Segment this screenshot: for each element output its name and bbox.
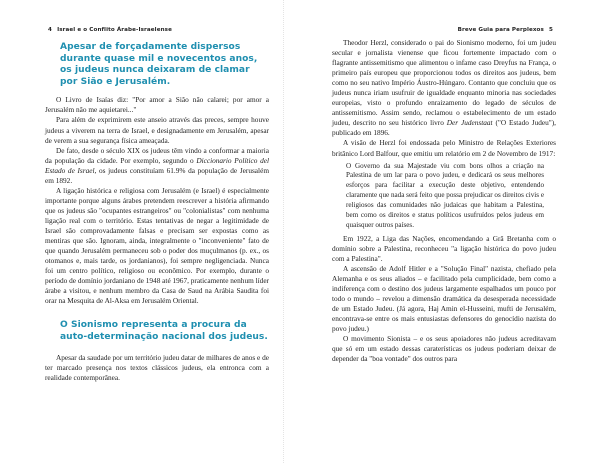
- paragraph-liga-nacoes: Em 1922, a Liga das Nações, encomendando a Grã Bretanha com o domínio sobre a Palestina, reconheceu "a ligação histórica do povo judeu com a Palestina".: [332, 233, 556, 263]
- balfour-declaration-quote: O Governo da sua Majestade viu com bons olhos a criação na Palestina de um lar para o povo judeu, e dedicará os seus melhores esforços para facilitar a execução deste objetivo, entendendo claramente que nada será feito que possa prejudicar os direitos civis e religiosos das comunidades não judaicas que habitam a Palestina, bem como os direitos e status políticos usufruídos pelos judeus em quaisquer outros países.: [346, 161, 544, 229]
- paragraph-seculo-xix: De fato, desde o século XIX os judeus têm vindo a conformar a maioria da população da cidade. Por exemplo, segundo o Diccionario Político del Estado de Israel, os judeus constituíam 61.9% da população de Jerusalém em 1892.: [45, 145, 269, 185]
- book-title-diccionario: Diccionario Político del Estado de Israel: [45, 155, 269, 175]
- left-page: [45, 0, 269, 463]
- paragraph-movimento-sionista: O movimento Sionista – e os seus apoiadores não judeus acreditavam que só em um estado dessas caraterísticas os judeus poderiam deixar de depender da "boa vontade" dos outros para: [332, 334, 556, 364]
- right-running-head-title: Breve Guia para Perplexos: [457, 27, 544, 33]
- paragraph-balfour: A visão de Herzl foi endossada pelo Ministro de Relações Exteriores britânico Lord Balfour, que emitiu um relatório em 2 de Novembro de 1917:: [332, 138, 556, 158]
- paragraph-saudade: Apesar da saudade por um território judeu datar de milhares de anos e de ter marcado presença nos textos clássicos judeus, ela entronca com a realidade contemporânea.: [45, 352, 269, 382]
- paragraph-hitler: A ascensão de Adolf Hitler e a "Solução Final" nazista, chefiado pela Alemanha e os seus aliados – e facilitado pela cumplicidade, bem como a indiferença com o destino dos judeus largamente espalhados um pouco por todo o mundo – revelou a dimensão dramática da desesperada necessidade de um Estado Judeu. (Já agora, Haj Amin el-Husseini, mufti de Jerusalém, encontrava-se entre os mais entusiastas defensores do genocídio nazista do povo judeu.): [332, 264, 556, 334]
- paragraph-ligacao-historica: A ligação histórica e religiosa com Jerusalém (e Israel) é especialmente importante porque alguns árabes pretendem reescrever a história afirmando que os judeus são "ocupantes estrangeiros" ou "colonialistas" com nenhuma ligação real com o território. Estas tentativas de negar a legitimidade de Israel são comprovadamente falsas e precisam ser expostas como as mentiras que são. Ignoram, ainda, integralmente o "inconveniente" fato de que quando Jerusalém permaneceu sob o poder dos muçulmanos (p. ex., os otomanos e, mais tarde, os jordanianos), foi sempre negligenciada. Nunca foi um centro político, religioso ou econômico. Por exemplo, durante o período de domínio jordaniano de 1948 até 1967, praticamente nenhum líder árabe a visitou, e nenhum membro da Casa de Saud na Arábia Saudita foi orar na Mesquita de Al-Aksa em Jerusalém Oriental.: [45, 185, 269, 306]
- paragraph-herzl: Theodor Herzl, considerado o pai do Sionismo moderno, foi um judeu secular e jornalista vienense que ficou fortemente impactado com o flagrante antissemitismo que alimentou o infame caso Dreyfus na França, o primeiro país europeu que proporcionou todos os direitos aos judeus, bem como no seu nativo Império Áustro-Húngaro. Contanto que concluiu que os judeus nunca iriam usufruir de igualdade enquanto minoria nas sociedades europeias, visto o profundo enraizamento do legado de séculos de antissemitismo. Assim sendo, reclamou o estabelecimento de um estado judeu, descrito no seu histórico livro Der Judenstaat ("O Estado Judeu"), publicado em 1896.: [332, 38, 556, 138]
- paragraph-preces: Para além de exprimirem este anseio através das preces, sempre houve judeus a viverem na terra de Israel, e designadamente em Jerusalém, apesar de verem a sua segurança física ameaçada.: [45, 115, 269, 145]
- right-page-number: 5: [549, 27, 553, 33]
- book-title-judenstaat: Der Judenstaat: [446, 118, 493, 128]
- right-page: [332, 0, 556, 463]
- right-running-head: [332, 27, 556, 33]
- page-gutter: [283, 0, 284, 463]
- section-heading-sionismo: O Sionismo representa a procura da auto-determinação nacional dos judeus.: [60, 320, 268, 342]
- left-running-head: [45, 27, 269, 33]
- left-running-head-title: Israel e o Conflito Árabe-Israelense: [57, 27, 172, 33]
- paragraph-isaias: O Livro de Isaías diz: "Por amor a Sião não calarei; por amor a Jerusalém não me aquietarei...": [45, 95, 269, 115]
- right-page-body: [332, 38, 556, 365]
- section-heading-jerusalem: Apesar de forçadamente dispersos durante quase mil e novecentos anos, os judeus nunca deixaram de clamar por Sião e Jerusalém.: [60, 42, 258, 87]
- left-page-number: 4: [48, 27, 52, 33]
- left-page-body: [45, 42, 269, 383]
